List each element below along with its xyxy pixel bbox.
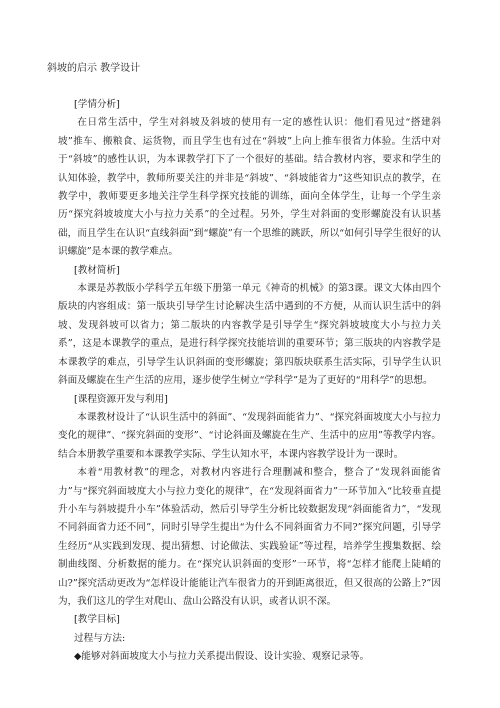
textbook-brief-paragraph: 本课是苏教版小学科学五年级下册第一单元《神奇的机械》的第3课。课文大体由四个版块的内容组成：第一版块引导学生讨论解决生活中遇到的不方便，从而认识生活中的斜坡、发现斜坡可以省力；第二版块的内容教学是引导学生“探究斜坡坡度大小与拉力关系”，这是本课教学的重点，是进行科学探究技能培训的重要环节；第三版块的内容教学是本课教学的难点，引导学生认识斜面的变形螺旋；第四版块联系生活实际，引导学生认识斜面及螺旋在生产生活的应用，逐步使学生树立“学科学”是为了更好的“用科学”的思想。 [58, 283, 441, 387]
teaching-goals-subheading: 过程与方法: [74, 632, 126, 644]
document-title: 斜坡的启示 教学设计 [47, 63, 141, 74]
section-heading-teaching-goals: [教学目标] [74, 614, 120, 626]
resource-development-paragraph-2: 本着“用教材教”的理念，对教材内容进行合理删减和整合，整合了“发现斜面能省力”与“探究斜面坡度大小与拉力变化的规律”，在“发现斜面省力”一环节加入“比较垂直提升小车与斜坡提升小车”体验活动，然后引导学生分析比较数据发现“斜面能省力”，“发现不同斜面省力还不同”，同时引导学生提出“为什么不同斜面省力不同?”探究问题，引导学生经历“从实践到发现、提出猜想、讨论做法、实践验证”等过程，培养学生搜集数据、绘制曲线图、分析数据的能力。在“探究认识斜面的变形”一环节，将“怎样才能爬上陡峭的山?”探究活动更改为“怎样设计能能让汽车很省力的开到距离很近，但又很高的公路上?”因为，我们这儿的学生对爬山、盘山公路没有认识，或者认识不深。 [58, 467, 441, 607]
section-heading-resource-development: [课程资源开发与利用] [74, 393, 168, 405]
section-heading-textbook-brief: [教材简析] [74, 264, 120, 276]
document-body [58, 96, 441, 667]
teaching-goals-item: ◆能够对斜面坡度大小与拉力关系提出假设、设计实验、观察记录等。 [74, 651, 370, 663]
section-heading-learning-analysis: [学情分析] [74, 99, 120, 110]
learning-analysis-paragraph: 在日常生活中，学生对斜坡及斜坡的使用有一定的感性认识：他们看见过“搭建斜坡”推车、搬粮食、运货物，而且学生也有过在“斜坡”上向上推车很省力体验。生活中对于“斜坡”的感性认识，为本课教学打下了一个很好的基础。结合教材内容，要求和学生的认知体验，教学中，教师所要关注的并非是“斜坡”、“斜坡能省力”这些知识点的教学，在教学中，教师要更多地关注学生科学探究技能的训练，面向全体学生，让每一个学生亲历“探究斜坡坡度大小与拉力关系”的全过程。另外，学生对斜面的变形螺旋没有认识基础，而且学生在认识“直线斜面”到“螺旋”有一个思维的跳跃，所以“如何引导学生很好的认识螺旋”是本课的教学难点。 [58, 117, 441, 258]
resource-development-paragraph-1: 本课教材设计了“认识生活中的斜面”、“发现斜面能省力”、“探究斜面坡度大小与拉力变化的规律”、“探究斜面的变形”、“讨论斜面及螺旋在生产、生活中的应用”等教学内容。结合本册教学重要和本课教学实际、学生认知水平，本课内容教学设计为一课时。 [58, 411, 441, 460]
